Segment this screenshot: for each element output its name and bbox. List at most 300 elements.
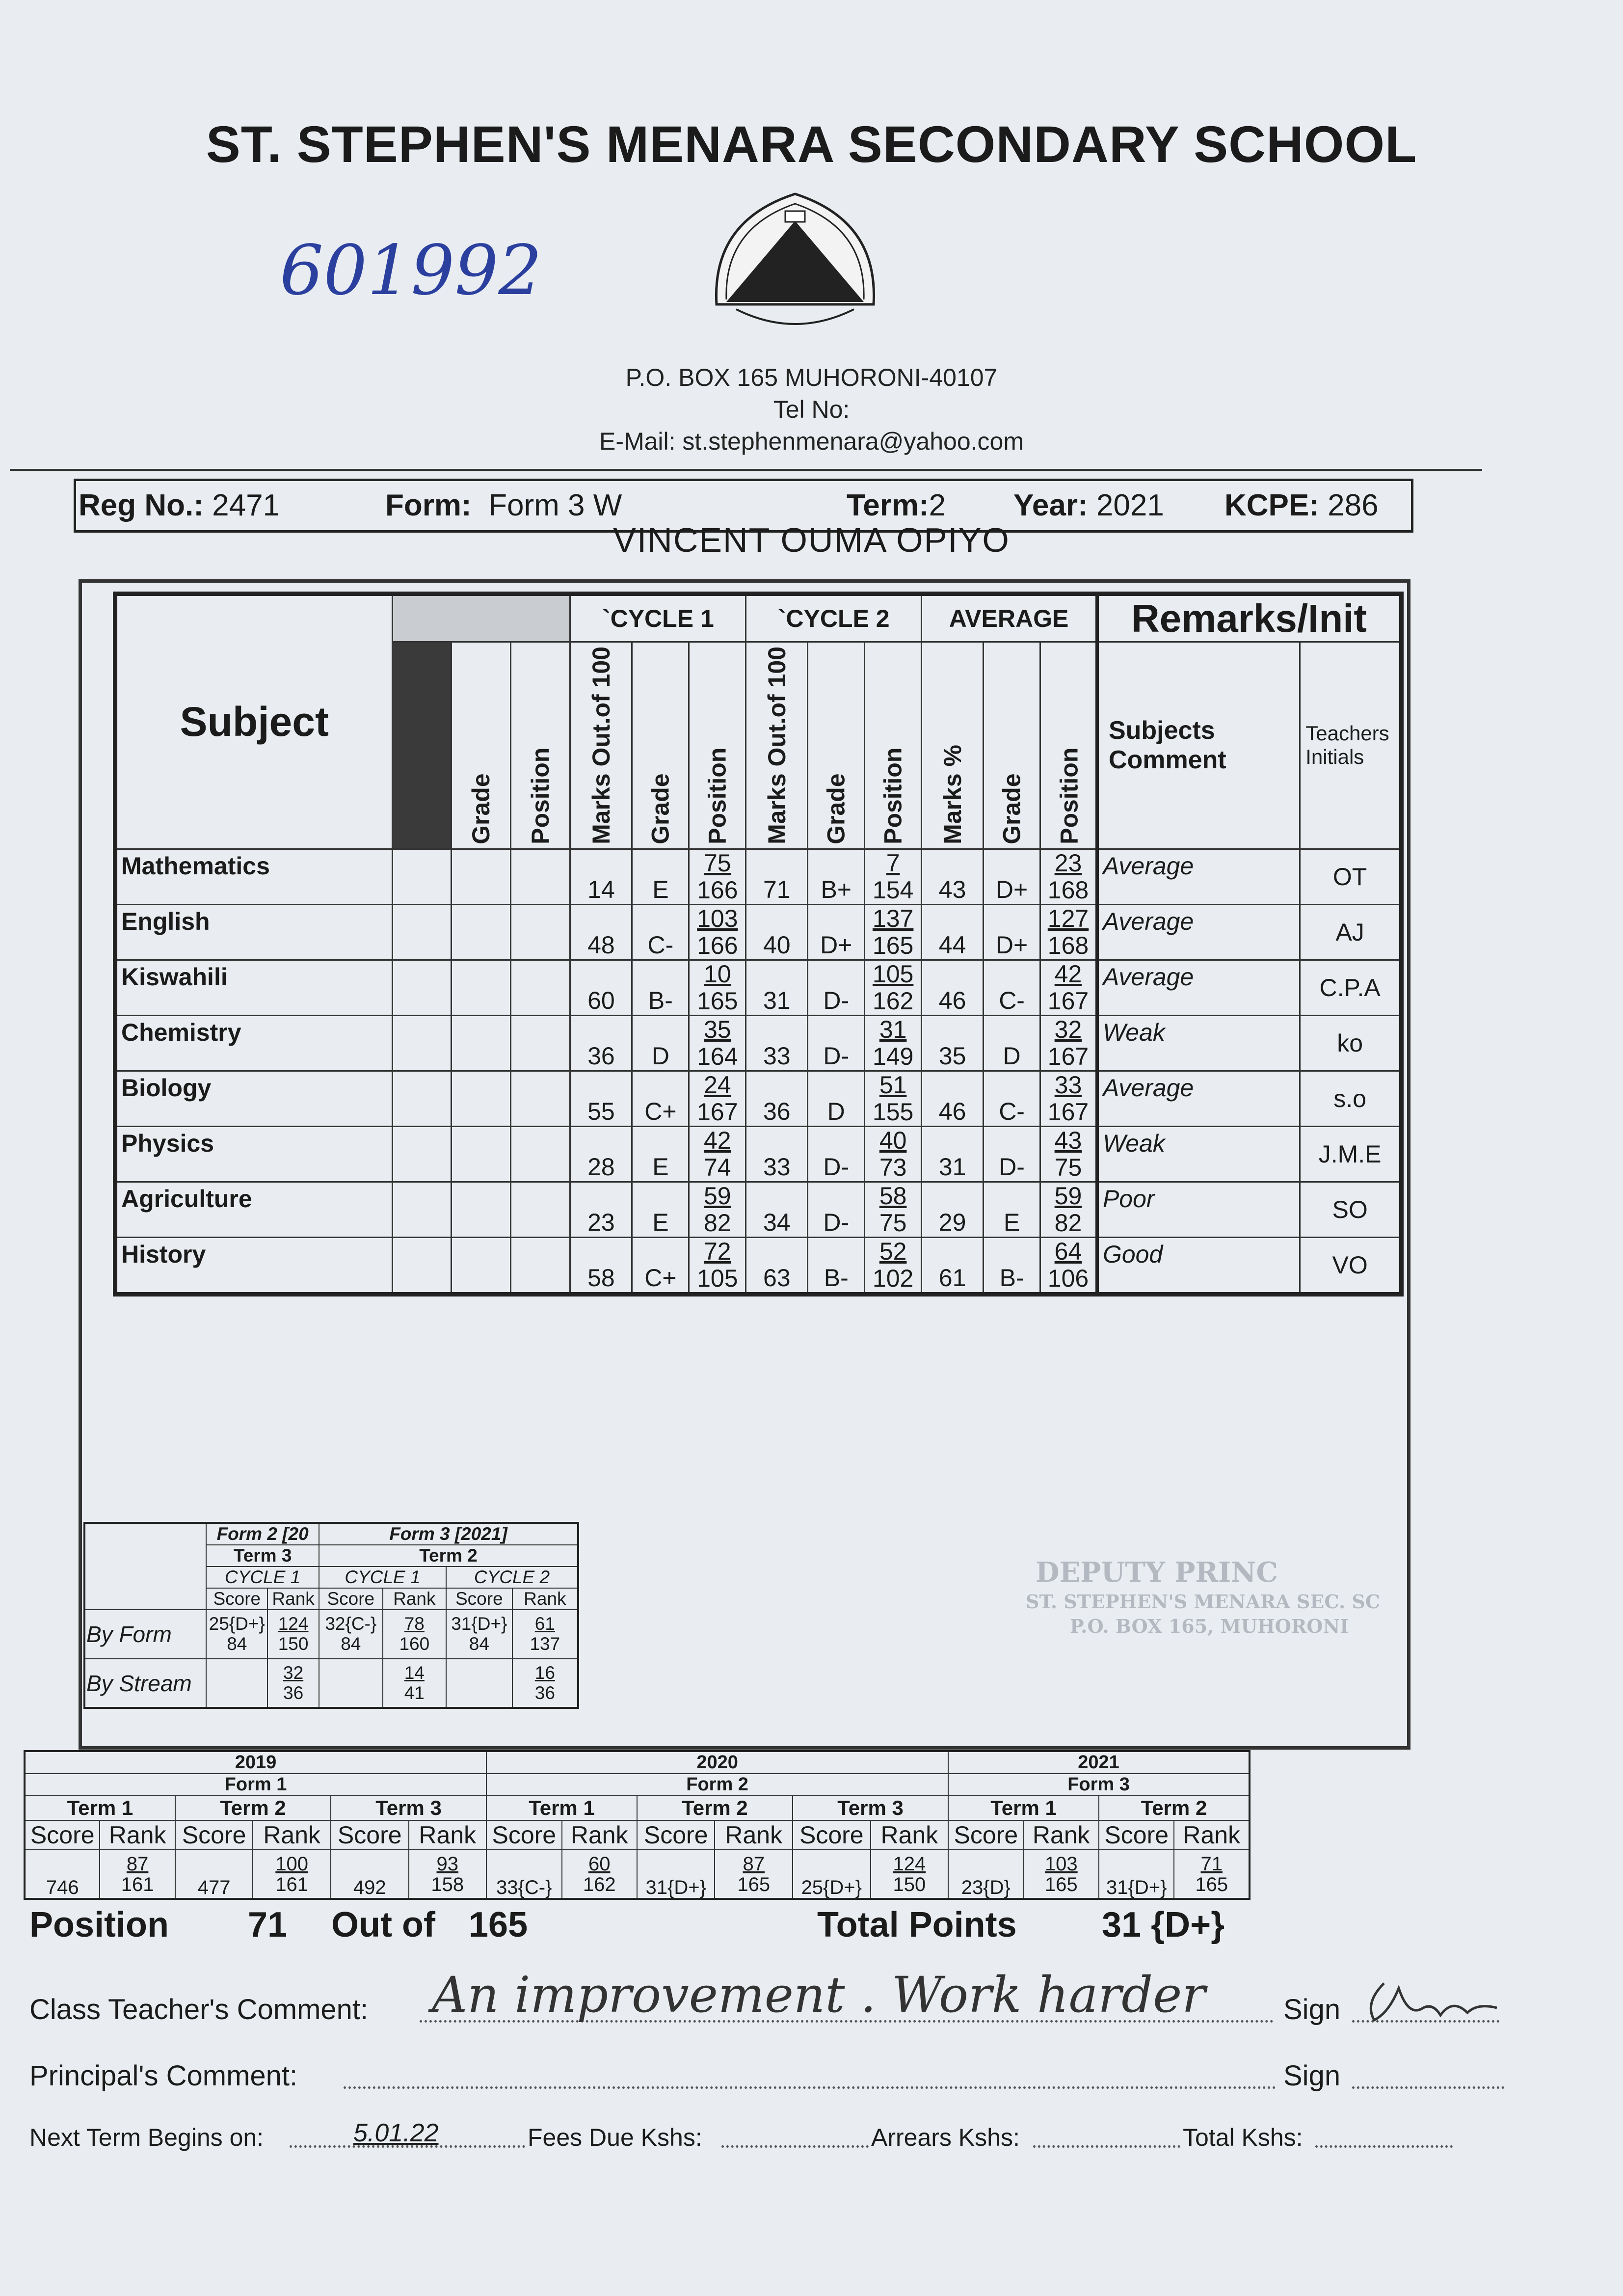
avg-position-of: 82 — [1054, 1209, 1082, 1237]
hist-score: 492 — [331, 1850, 409, 1899]
form-entry: 84 — [341, 1634, 361, 1654]
hist-rank-header: Rank — [409, 1820, 487, 1850]
c2-grade: D — [808, 1071, 865, 1126]
c2-position-of: 154 — [872, 876, 914, 904]
c2-grade: D- — [808, 1126, 865, 1182]
school-tel: Tel No: — [773, 396, 850, 423]
c1-position — [689, 1071, 746, 1126]
subject-comment: Weak — [1097, 1126, 1300, 1182]
c2-position-rank: 7 — [886, 849, 900, 877]
hist-year: 2020 — [486, 1751, 948, 1774]
subject-row — [115, 1071, 1402, 1126]
c2-col-marks: Marks Out.of 100 — [746, 642, 808, 849]
avg-position-rank: 127 — [1047, 904, 1089, 932]
subject-comment: Average — [1097, 960, 1300, 1015]
header-shade — [392, 594, 570, 642]
form2-header: Form 2 [20 — [206, 1523, 319, 1545]
stream-rank: 16 — [534, 1662, 555, 1683]
avg-marks: 31 — [922, 1126, 984, 1182]
hist-score-header: Score — [948, 1820, 1023, 1850]
c2-marks: 71 — [746, 849, 808, 904]
avg-position — [1040, 904, 1097, 960]
c2-position-rank: 51 — [879, 1071, 907, 1099]
hist-term: Term 2 — [175, 1796, 331, 1820]
school-email: E-Mail: st.stephenmenara@yahoo.com — [599, 428, 1024, 455]
year-label: Year: — [1013, 488, 1088, 522]
c2-marks: 40 — [746, 904, 808, 960]
term-label: Term: — [847, 488, 929, 522]
hist-rank-of: 162 — [583, 1873, 616, 1895]
sign-label: Sign — [1283, 1994, 1341, 2026]
form-score: 31{D+} — [451, 1614, 507, 1634]
c2-marks: 33 — [746, 1015, 808, 1071]
subject-name: History — [115, 1237, 393, 1294]
subject-row — [115, 1015, 1402, 1071]
form3-term: Term 2 — [319, 1545, 578, 1567]
c2-position-of: 75 — [879, 1209, 907, 1237]
hist-rank-header: Rank — [1024, 1820, 1099, 1850]
avg-position-rank: 32 — [1054, 1015, 1082, 1043]
hist-rank-of: 150 — [893, 1873, 926, 1895]
c1-grade: E — [632, 849, 689, 904]
form-rank: 61 — [534, 1614, 555, 1634]
c2-position-rank: 31 — [879, 1015, 907, 1043]
form-score: 32{C-} — [325, 1614, 377, 1634]
c1-position-rank: 35 — [703, 1015, 731, 1043]
form3-header: Form 3 [2021] — [319, 1523, 578, 1545]
c1-col-position: Position — [689, 642, 746, 849]
score-header: Score — [206, 1588, 267, 1610]
stream-of: 36 — [283, 1682, 304, 1703]
c2-grade: D- — [808, 1015, 865, 1071]
hist-rank-of: 165 — [737, 1873, 771, 1895]
teacher-initials: VO — [1300, 1237, 1402, 1294]
c1-marks: 48 — [570, 904, 632, 960]
avg-position-of: 106 — [1047, 1264, 1089, 1292]
results-table — [113, 592, 1404, 1297]
avg-position-rank: 64 — [1054, 1237, 1082, 1265]
hist-score: 477 — [175, 1850, 253, 1899]
subject-row — [115, 849, 1402, 904]
class-teacher-comment: An improvement . Work harder — [432, 1966, 1206, 2024]
avg-grade: B- — [984, 1237, 1040, 1294]
c2-grade: D- — [808, 1182, 865, 1237]
hist-rank: 103 — [1044, 1853, 1078, 1875]
next-term-date: 5.01.22 — [353, 2119, 439, 2147]
col-grade: Grade — [452, 642, 511, 849]
principal-line — [344, 2086, 1276, 2089]
subject-name: English — [115, 904, 393, 960]
position-value: 71 — [248, 1905, 288, 1945]
c1-grade: E — [632, 1182, 689, 1237]
arrears-line — [1033, 2145, 1180, 2148]
school-name: ST. STEPHEN'S MENARA SECONDARY SCHOOL — [206, 116, 1417, 173]
stamp-line2: ST. STEPHEN'S MENARA SEC. SC — [1026, 1591, 1381, 1613]
cycle1-header: `CYCLE 1 — [570, 594, 746, 642]
form-entry: 84 — [227, 1634, 247, 1654]
hist-term: Term 2 — [1099, 1796, 1250, 1820]
fees-label: Fees Due Kshs: — [528, 2124, 702, 2151]
c2-position — [865, 1071, 922, 1126]
c1-marks: 36 — [570, 1015, 632, 1071]
avg-position-rank: 33 — [1054, 1071, 1082, 1099]
c2-position — [865, 1126, 922, 1182]
form-of: 160 — [399, 1634, 430, 1654]
c2-position-of: 162 — [872, 987, 914, 1015]
score-header: Score — [446, 1588, 512, 1610]
teacher-initials: ko — [1300, 1015, 1402, 1071]
avg-position-of: 167 — [1047, 1098, 1089, 1126]
c2-position — [865, 904, 922, 960]
history-table — [24, 1750, 1251, 1900]
hist-rank: 87 — [743, 1853, 765, 1875]
subject-row — [115, 1126, 1402, 1182]
stream-of: 41 — [404, 1682, 425, 1703]
c1-marks: 60 — [570, 960, 632, 1015]
teachers-initials-header: Teachers Initials — [1300, 642, 1402, 849]
teacher-initials: SO — [1300, 1182, 1402, 1237]
hist-rank: 93 — [436, 1853, 459, 1875]
term-value: 2 — [929, 488, 946, 522]
c2-col-position: Position — [865, 642, 922, 849]
stamp-line3: P.O. BOX 165, MUHORONI — [1070, 1615, 1349, 1637]
avg-position-of: 168 — [1047, 876, 1089, 904]
avg-position-rank: 23 — [1054, 849, 1082, 877]
c1-marks: 14 — [570, 849, 632, 904]
avg-position — [1040, 1182, 1097, 1237]
c1-marks: 23 — [570, 1182, 632, 1237]
subject-name: Biology — [115, 1071, 393, 1126]
hist-score: 25{D+} — [793, 1850, 871, 1899]
avg-grade: C- — [984, 960, 1040, 1015]
hist-rank-of: 158 — [431, 1873, 464, 1895]
hist-rank-of: 165 — [1044, 1873, 1078, 1895]
cycle2-header: `CYCLE 2 — [746, 594, 922, 642]
stream-rank: 14 — [404, 1662, 425, 1683]
c2-position-rank: 52 — [879, 1237, 907, 1265]
avg-position-of: 167 — [1047, 1042, 1089, 1070]
cycle-b: CYCLE 1 — [319, 1567, 446, 1588]
hist-rank-header: Rank — [253, 1820, 331, 1850]
hist-score-header: Score — [637, 1820, 715, 1850]
subject-comment: Poor — [1097, 1182, 1300, 1237]
c1-position — [689, 960, 746, 1015]
c2-position-of: 165 — [872, 931, 914, 959]
avg-grade: E — [984, 1182, 1040, 1237]
hist-form: Form 1 — [25, 1774, 486, 1796]
avg-position — [1040, 1126, 1097, 1182]
c1-position-rank: 75 — [703, 849, 731, 877]
form-rank: 124 — [278, 1614, 309, 1634]
hist-rank-of: 165 — [1195, 1873, 1228, 1895]
form-label: Form: — [385, 488, 472, 522]
principal-sign-line — [1352, 2086, 1504, 2089]
total-points-label: Total Points — [817, 1905, 1017, 1945]
c1-position — [689, 1182, 746, 1237]
hist-rank-header: Rank — [1174, 1820, 1250, 1850]
c1-grade: E — [632, 1126, 689, 1182]
c1-marks: 55 — [570, 1071, 632, 1126]
subject-header: Subject — [115, 594, 393, 849]
c1-position-rank: 10 — [703, 960, 731, 988]
avg-position — [1040, 849, 1097, 904]
hist-term: Term 1 — [486, 1796, 637, 1820]
avg-marks: 44 — [922, 904, 984, 960]
form-value: Form 3 W — [488, 488, 622, 522]
c2-marks: 31 — [746, 960, 808, 1015]
subject-comment: Average — [1097, 1071, 1300, 1126]
c1-col-marks: Marks Out.of 100 — [570, 642, 632, 849]
hist-score-header: Score — [175, 1820, 253, 1850]
header-divider — [10, 469, 1482, 471]
c2-grade: D- — [808, 960, 865, 1015]
c1-marks: 58 — [570, 1237, 632, 1294]
avg-grade: D+ — [984, 849, 1040, 904]
c2-position-rank: 58 — [879, 1182, 907, 1210]
c1-position-of: 74 — [703, 1153, 731, 1181]
reg-number: 2471 — [212, 488, 280, 522]
form-score: 25{D+} — [209, 1614, 265, 1634]
c2-position — [865, 1015, 922, 1071]
c2-grade: D+ — [808, 904, 865, 960]
c1-grade: C+ — [632, 1237, 689, 1294]
c1-grade: C+ — [632, 1071, 689, 1126]
remarks-header: Remarks/Init — [1097, 594, 1401, 642]
avg-marks: 43 — [922, 849, 984, 904]
hist-score: 33{C-} — [486, 1850, 561, 1899]
subject-row — [115, 1237, 1402, 1294]
out-of-value: 165 — [469, 1905, 528, 1945]
c1-marks: 28 — [570, 1126, 632, 1182]
c1-position-rank: 103 — [697, 904, 738, 932]
subject-comment: Weak — [1097, 1015, 1300, 1071]
blank-col — [392, 642, 452, 849]
c1-position — [689, 1015, 746, 1071]
stamp-line1: DEPUTY PRINC — [1036, 1556, 1278, 1589]
avg-position-of: 168 — [1047, 931, 1089, 959]
avg-marks: 46 — [922, 1071, 984, 1126]
hist-term: Term 3 — [331, 1796, 486, 1820]
avg-position — [1040, 1071, 1097, 1126]
c2-col-grade: Grade — [808, 642, 865, 849]
c2-position-rank: 40 — [879, 1126, 907, 1154]
hist-form: Form 3 — [948, 1774, 1250, 1796]
subject-comment: Average — [1097, 904, 1300, 960]
c2-position — [865, 1237, 922, 1294]
hist-score-header: Score — [1099, 1820, 1174, 1850]
c2-position — [865, 849, 922, 904]
subject-name: Chemistry — [115, 1015, 393, 1071]
avg-position-rank: 43 — [1054, 1126, 1082, 1154]
signature-icon — [1355, 1973, 1502, 2027]
c1-grade: B- — [632, 960, 689, 1015]
teacher-initials: AJ — [1300, 904, 1402, 960]
form-of: 150 — [278, 1634, 309, 1654]
out-of-label: Out of — [331, 1905, 435, 1945]
rank-header: Rank — [383, 1588, 446, 1610]
avg-position-of: 75 — [1054, 1153, 1082, 1181]
subject-row — [115, 904, 1402, 960]
c2-marks: 36 — [746, 1071, 808, 1126]
c2-marks: 33 — [746, 1126, 808, 1182]
hist-score-header: Score — [486, 1820, 561, 1850]
c2-position-rank: 105 — [872, 960, 914, 988]
handwritten-number: 601992 — [280, 231, 542, 311]
hist-rank-header: Rank — [871, 1820, 949, 1850]
hist-score-header: Score — [793, 1820, 871, 1850]
c1-position — [689, 904, 746, 960]
c1-position — [689, 849, 746, 904]
principal-label: Principal's Comment: — [29, 2060, 298, 2092]
subject-row — [115, 960, 1402, 1015]
cycle-a: CYCLE 1 — [206, 1567, 319, 1588]
total-points-value: 31 {D+} — [1102, 1905, 1225, 1945]
rank-header: Rank — [267, 1588, 319, 1610]
by-form-label: By Form — [84, 1610, 206, 1659]
subject-row — [115, 1182, 1402, 1237]
teacher-initials: s.o — [1300, 1071, 1402, 1126]
hist-rank: 100 — [275, 1853, 309, 1875]
avg-grade: D- — [984, 1126, 1040, 1182]
c2-grade: B- — [808, 1237, 865, 1294]
avg-marks: 61 — [922, 1237, 984, 1294]
subject-name: Mathematics — [115, 849, 393, 904]
hist-rank-header: Rank — [562, 1820, 637, 1850]
avg-marks: 35 — [922, 1015, 984, 1071]
hist-score-header: Score — [25, 1820, 100, 1850]
hist-rank: 60 — [588, 1853, 611, 1875]
cycle-c: CYCLE 2 — [446, 1567, 578, 1588]
score-header: Score — [319, 1588, 383, 1610]
c1-position-of: 82 — [703, 1209, 731, 1237]
c2-position-rank: 137 — [872, 904, 914, 932]
arrears-label: Arrears Kshs: — [871, 2124, 1020, 2151]
hist-rank: 71 — [1200, 1853, 1223, 1875]
hist-year: 2021 — [948, 1751, 1250, 1774]
subject-name: Agriculture — [115, 1182, 393, 1237]
avg-col-marks: Marks % — [922, 642, 984, 849]
avg-position-rank: 59 — [1054, 1182, 1082, 1210]
subject-name: Kiswahili — [115, 960, 393, 1015]
avg-grade: C- — [984, 1071, 1040, 1126]
student-name: VINCENT OUMA OPIYO — [613, 521, 1010, 559]
class-teacher-label: Class Teacher's Comment: — [29, 1994, 369, 2026]
total-line — [1315, 2145, 1453, 2148]
rank-header: Rank — [512, 1588, 578, 1610]
hist-score: 23{D} — [948, 1850, 1023, 1899]
next-term-label: Next Term Begins on: — [29, 2124, 264, 2151]
avg-position-of: 167 — [1047, 987, 1089, 1015]
hist-rank-header: Rank — [715, 1820, 793, 1850]
hist-form: Form 2 — [486, 1774, 948, 1796]
avg-col-grade: Grade — [984, 642, 1040, 849]
c2-position — [865, 960, 922, 1015]
form2-term: Term 3 — [206, 1545, 319, 1567]
kcpe-value: 286 — [1328, 488, 1379, 522]
hist-term: Term 3 — [793, 1796, 948, 1820]
c1-position-of: 105 — [697, 1264, 738, 1292]
hist-score: 746 — [25, 1850, 100, 1899]
form-entry: 84 — [469, 1634, 489, 1654]
hist-score: 31{D+} — [637, 1850, 715, 1899]
c2-marks: 63 — [746, 1237, 808, 1294]
teacher-initials: C.P.A — [1300, 960, 1402, 1015]
position-label: Position — [29, 1905, 169, 1945]
hist-year: 2019 — [25, 1751, 486, 1774]
c1-position-of: 165 — [697, 987, 738, 1015]
c1-position-of: 167 — [697, 1098, 738, 1126]
hist-score: 31{D+} — [1099, 1850, 1174, 1899]
avg-grade: D — [984, 1015, 1040, 1071]
total-label: Total Kshs: — [1183, 2124, 1303, 2151]
c2-position — [865, 1182, 922, 1237]
teacher-initials: OT — [1300, 849, 1402, 904]
c2-position-of: 73 — [879, 1153, 907, 1181]
school-address: P.O. BOX 165 MUHORONI-40107 — [625, 364, 998, 391]
avg-marks: 29 — [922, 1182, 984, 1237]
c1-position-rank: 72 — [703, 1237, 731, 1265]
subjects-comment-header: Subjects Comment — [1097, 642, 1300, 849]
c2-position-of: 149 — [872, 1042, 914, 1070]
hist-score-header: Score — [331, 1820, 409, 1850]
form-rank: 78 — [404, 1614, 425, 1634]
c1-grade: C- — [632, 904, 689, 960]
fees-line — [721, 2145, 869, 2148]
c1-position-rank: 59 — [703, 1182, 731, 1210]
c2-grade: B+ — [808, 849, 865, 904]
avg-position-rank: 42 — [1054, 960, 1082, 988]
c1-position — [689, 1126, 746, 1182]
avg-grade: D+ — [984, 904, 1040, 960]
c1-position-rank: 24 — [703, 1071, 731, 1099]
avg-position — [1040, 1015, 1097, 1071]
hist-term: Term 2 — [637, 1796, 793, 1820]
principal-sign-label: Sign — [1283, 2060, 1341, 2092]
hist-rank: 87 — [126, 1853, 149, 1875]
teacher-initials: J.M.E — [1300, 1126, 1402, 1182]
subject-comment: Good — [1097, 1237, 1300, 1294]
school-logo-icon — [702, 182, 888, 344]
hist-term: Term 1 — [948, 1796, 1099, 1820]
c2-marks: 34 — [746, 1182, 808, 1237]
c1-col-grade: Grade — [632, 642, 689, 849]
avg-position — [1040, 1237, 1097, 1294]
stream-of: 36 — [534, 1682, 555, 1703]
c1-grade: D — [632, 1015, 689, 1071]
stream-rank: 32 — [283, 1662, 304, 1683]
reg-label: Reg No.: — [79, 488, 204, 522]
c1-position-of: 164 — [697, 1042, 738, 1070]
avg-col-position: Position — [1040, 642, 1097, 849]
c1-position-of: 166 — [697, 931, 738, 959]
c2-position-of: 155 — [872, 1098, 914, 1126]
c1-position-of: 166 — [697, 876, 738, 904]
hist-rank: 124 — [893, 1853, 926, 1875]
kcpe-label: KCPE: — [1224, 488, 1319, 522]
subject-comment: Average — [1097, 849, 1300, 904]
avg-marks: 46 — [922, 960, 984, 1015]
summary-table — [83, 1522, 579, 1709]
average-header: AVERAGE — [922, 594, 1097, 642]
year-value: 2021 — [1096, 488, 1164, 522]
avg-position — [1040, 960, 1097, 1015]
col-position: Position — [511, 642, 570, 849]
hist-rank-header: Rank — [100, 1820, 175, 1850]
c1-position — [689, 1237, 746, 1294]
c2-position-of: 102 — [872, 1264, 914, 1292]
hist-term: Term 1 — [25, 1796, 175, 1820]
by-stream-label: By Stream — [84, 1659, 206, 1708]
